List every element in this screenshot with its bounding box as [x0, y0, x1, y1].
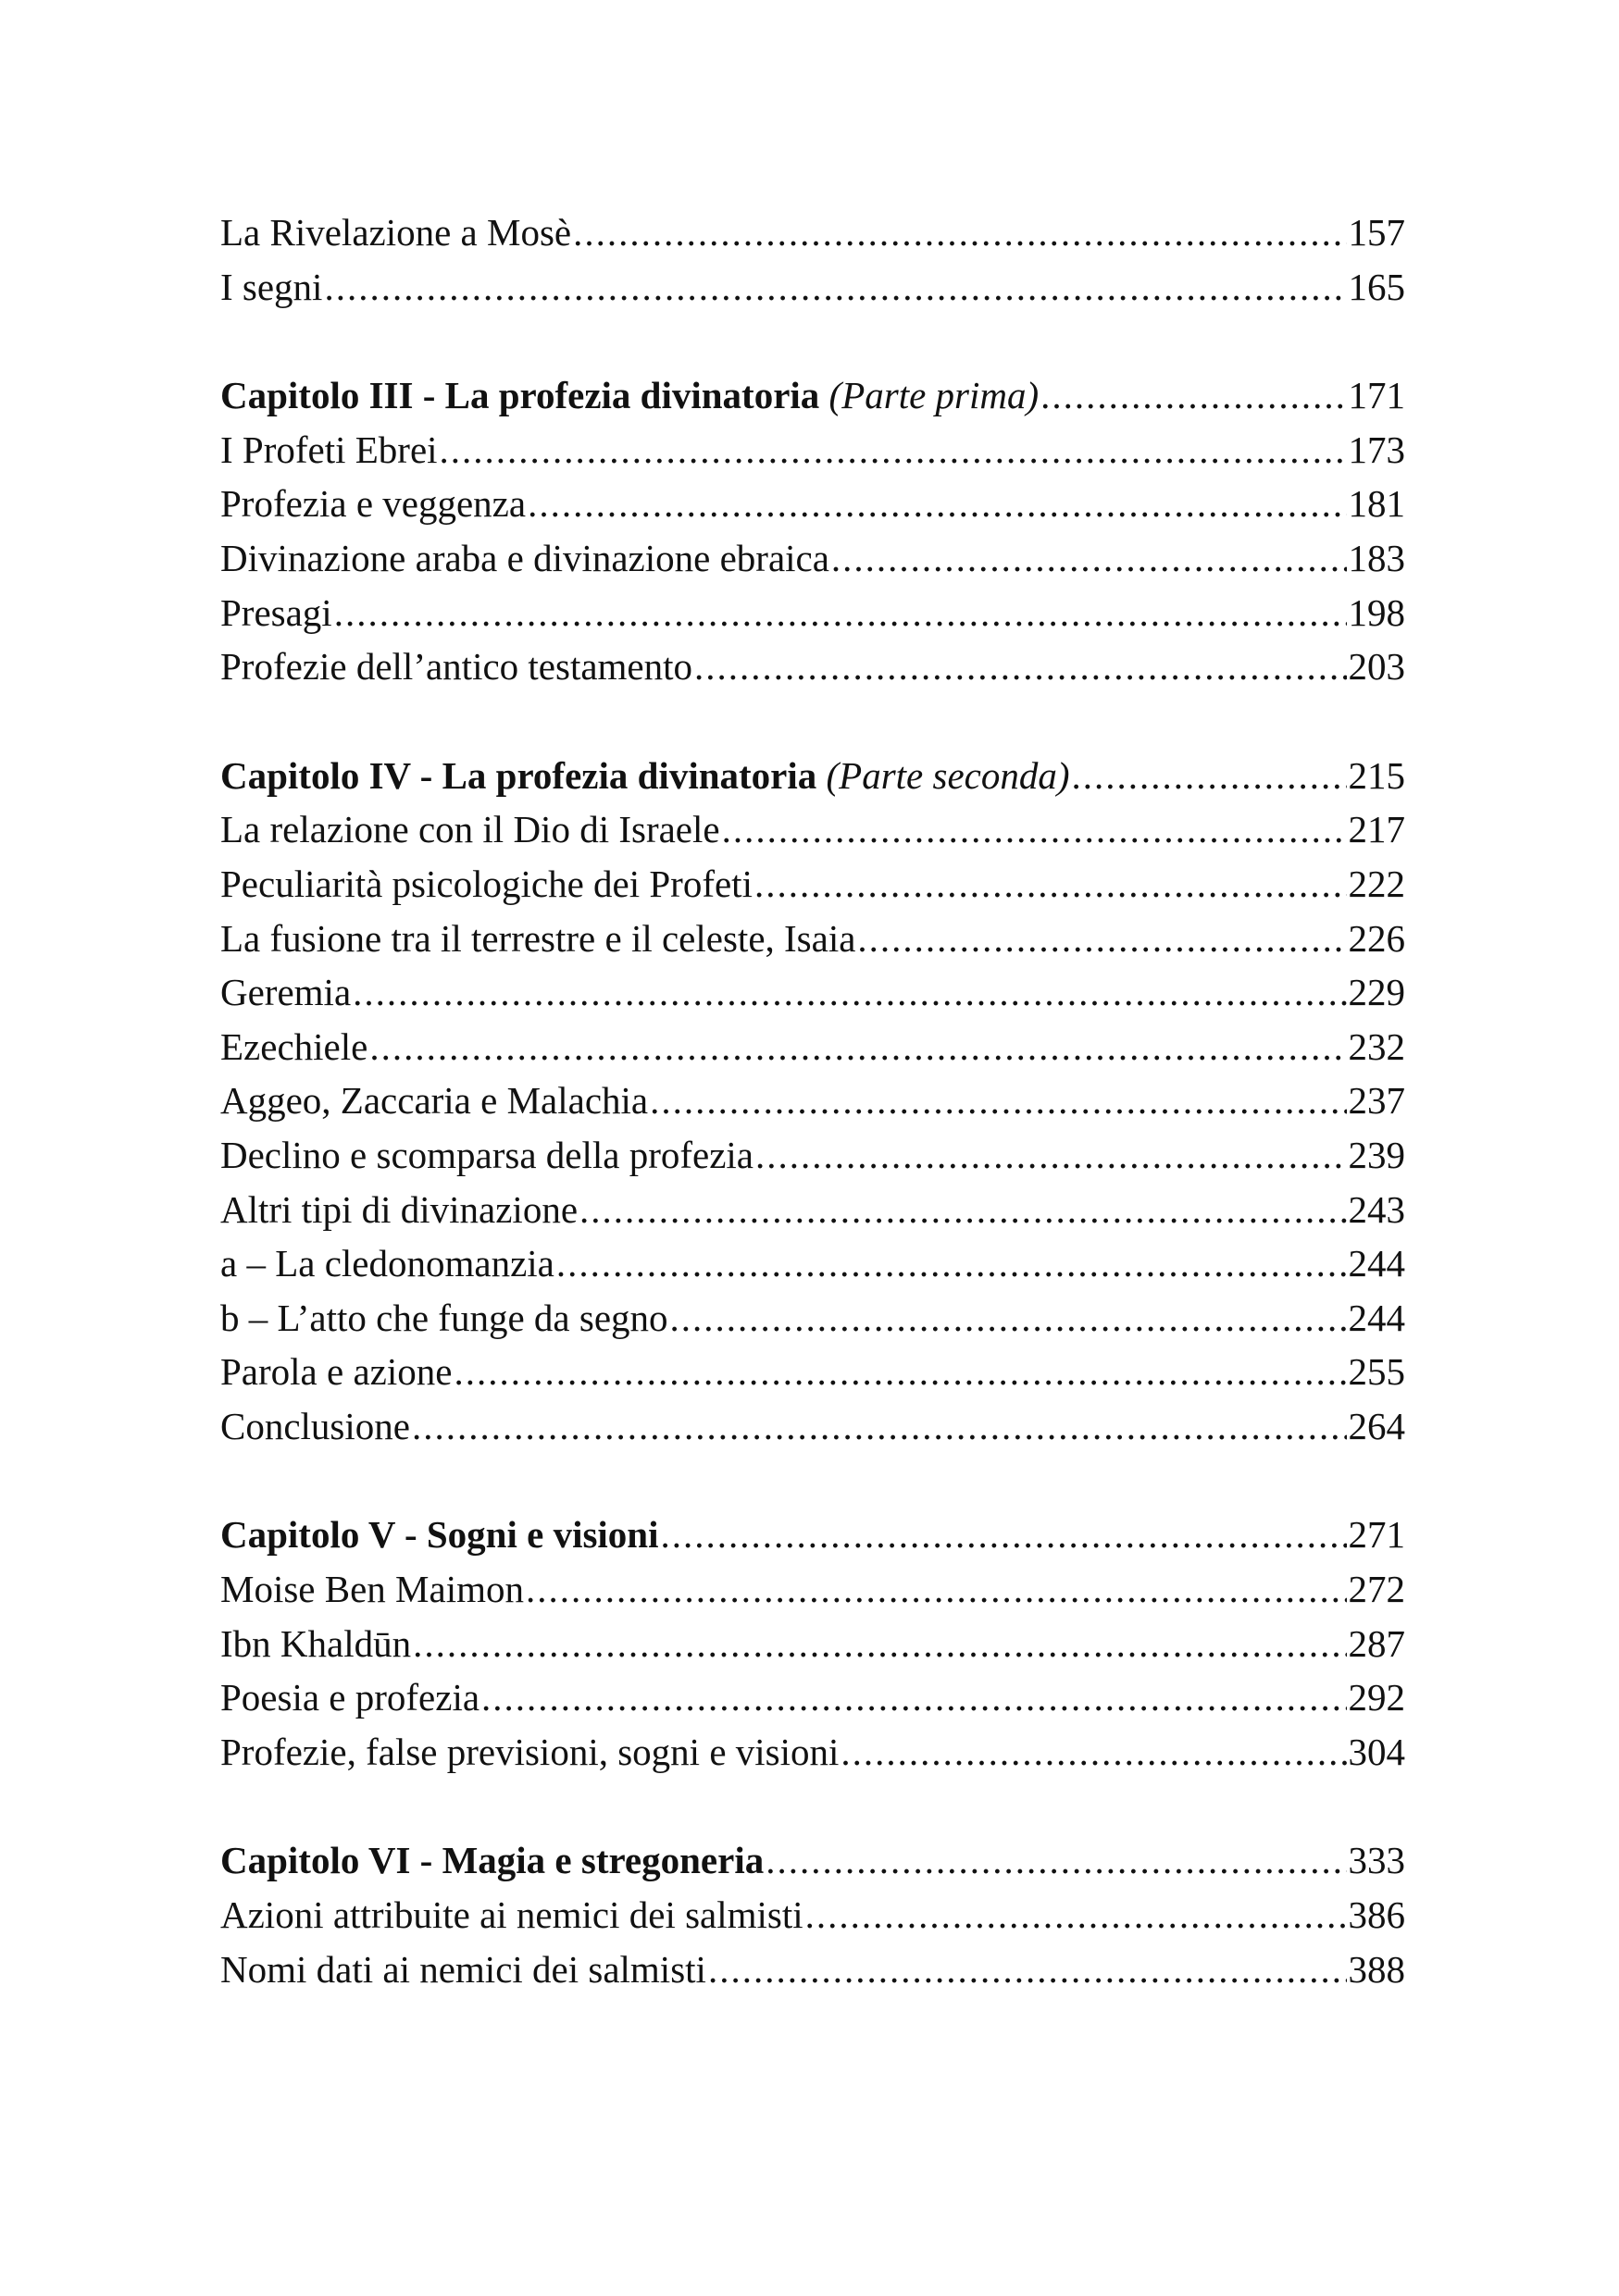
page-number: 215 [1348, 753, 1405, 797]
entry-title: I segni [220, 265, 323, 308]
page-number: 272 [1348, 1568, 1405, 1611]
chapter-subtitle: (Parte seconda) [826, 753, 1070, 797]
page-number: 255 [1348, 1350, 1405, 1394]
toc-entry [220, 531, 1405, 586]
dot-leader [1072, 749, 1347, 803]
dot-leader [694, 639, 1346, 694]
entry-title: b – L’atto che funge da segno [220, 1296, 668, 1339]
dot-leader [650, 1074, 1346, 1128]
toc-entry [220, 802, 1405, 857]
page-number: 181 [1348, 482, 1405, 526]
toc-entry [220, 260, 1405, 315]
chapter-title: Capitolo IV - La profezia divinatoria [220, 753, 817, 797]
dot-leader [412, 1399, 1347, 1454]
chapter-title: Capitolo VI - Magia e stregoneria [220, 1839, 765, 1882]
dot-leader [1040, 368, 1346, 423]
toc-entry [220, 1562, 1405, 1617]
toc-entry [220, 477, 1405, 531]
dot-leader [369, 1020, 1346, 1074]
toc-entry [220, 1670, 1405, 1725]
dot-leader [413, 1617, 1346, 1671]
toc-entry [220, 639, 1405, 694]
dot-leader [481, 1670, 1346, 1725]
toc-group [220, 368, 1405, 694]
page-number: 171 [1348, 374, 1405, 417]
page-number: 243 [1348, 1187, 1405, 1231]
toc-entry [220, 1291, 1405, 1346]
page-number: 232 [1348, 1024, 1405, 1068]
toc-group [220, 205, 1405, 314]
dot-leader [334, 586, 1347, 640]
chapter-heading-entry [220, 749, 1405, 803]
page-number: 304 [1348, 1730, 1405, 1773]
toc-entry [220, 1725, 1405, 1780]
chapter-title: Capitolo III - La profezia divinatoria [220, 374, 820, 417]
entry-title: Parola e azione [220, 1350, 453, 1394]
dot-leader [324, 260, 1346, 315]
toc-entry [220, 1942, 1405, 1997]
entry-title: Moise Ben Maimon [220, 1568, 524, 1611]
page-number: 386 [1348, 1893, 1405, 1937]
chapter-heading [220, 1833, 764, 1888]
table-of-contents [220, 205, 1405, 1996]
toc-entry [220, 1183, 1405, 1237]
page-number: 292 [1348, 1676, 1405, 1719]
dot-leader [573, 205, 1346, 260]
page-number: 229 [1348, 971, 1405, 1014]
entry-title: Poesia e profezia [220, 1676, 480, 1719]
dot-leader [440, 423, 1347, 478]
entry-title: Ezechiele [220, 1024, 368, 1068]
entry-title: Divinazione araba e divinazione ebraica [220, 536, 829, 579]
chapter-heading [220, 749, 1070, 803]
dot-leader [766, 1833, 1346, 1888]
dot-leader [526, 1562, 1347, 1617]
entry-title: Ibn Khaldūn [220, 1621, 412, 1665]
page-number: 165 [1348, 265, 1405, 308]
page-number: 157 [1348, 211, 1405, 254]
page-number: 217 [1348, 808, 1405, 851]
chapter-heading-entry [220, 1833, 1405, 1888]
page-number: 264 [1348, 1404, 1405, 1447]
dot-leader [805, 1888, 1347, 1942]
page-number: 287 [1348, 1621, 1405, 1665]
toc-entry [220, 1236, 1405, 1291]
dot-leader [528, 477, 1346, 531]
page-number: 183 [1348, 536, 1405, 579]
entry-title: Azioni attribuite ai nemici dei salmisti [220, 1893, 803, 1937]
entry-title: Peculiarità psicologiche dei Profeti [220, 862, 753, 905]
page-number: 222 [1348, 862, 1405, 905]
toc-entry [220, 1345, 1405, 1399]
entry-title: Profezie dell’antico testamento [220, 645, 693, 689]
toc-group [220, 1508, 1405, 1779]
dot-leader [454, 1345, 1346, 1399]
toc-entry [220, 1128, 1405, 1183]
entry-title: Aggeo, Zaccaria e Malachia [220, 1079, 649, 1123]
entry-title: Altri tipi di divinazione [220, 1187, 579, 1231]
dot-leader [754, 857, 1347, 912]
dot-leader [353, 965, 1346, 1020]
dot-leader [661, 1508, 1347, 1562]
page-number: 244 [1348, 1242, 1405, 1285]
chapter-heading-entry [220, 368, 1405, 423]
entry-title: Geremia [220, 971, 352, 1014]
dot-leader [841, 1725, 1346, 1780]
entry-title: Conclusione [220, 1404, 410, 1447]
chapter-heading [220, 1508, 659, 1562]
dot-leader [722, 802, 1347, 857]
toc-entry [220, 205, 1405, 260]
chapter-heading [220, 368, 1039, 423]
toc-entry [220, 912, 1405, 966]
toc-entry [220, 1020, 1405, 1074]
dot-leader [556, 1236, 1347, 1291]
entry-title: Profezia e veggenza [220, 482, 527, 526]
toc-entry [220, 965, 1405, 1020]
entry-title: La fusione tra il terrestre e il celeste, Isaia [220, 916, 856, 960]
page-number: 271 [1348, 1513, 1405, 1557]
chapter-heading-entry [220, 1508, 1405, 1562]
page-number: 388 [1348, 1947, 1405, 1991]
page-number: 239 [1348, 1133, 1405, 1176]
page-number: 237 [1348, 1079, 1405, 1123]
toc-entry [220, 1399, 1405, 1454]
toc-entry [220, 423, 1405, 478]
dot-leader [579, 1183, 1346, 1237]
toc-entry [220, 1074, 1405, 1128]
entry-title: Profezie, false previsioni, sogni e visioni [220, 1730, 840, 1773]
dot-leader [857, 912, 1346, 966]
page-number: 173 [1348, 428, 1405, 471]
dot-leader [755, 1128, 1346, 1183]
entry-title: Declino e scomparsa della profezia [220, 1133, 754, 1176]
toc-entry [220, 586, 1405, 640]
toc-entry [220, 1617, 1405, 1671]
page-number: 198 [1348, 590, 1405, 634]
toc-group [220, 1833, 1405, 1996]
toc-group [220, 749, 1405, 1454]
chapter-title: Capitolo V - Sogni e visioni [220, 1513, 659, 1557]
page-number: 333 [1348, 1839, 1405, 1882]
dot-leader [708, 1942, 1347, 1997]
entry-title: La Rivelazione a Mosè [220, 211, 572, 254]
entry-title: La relazione con il Dio di Israele [220, 808, 720, 851]
chapter-subtitle: (Parte prima) [828, 374, 1040, 417]
entry-title: a – La cledonomanzia [220, 1242, 554, 1285]
dot-leader [670, 1291, 1347, 1346]
dot-leader [831, 531, 1347, 586]
page-number: 203 [1348, 645, 1405, 689]
entry-title: I Profeti Ebrei [220, 428, 438, 471]
toc-entry [220, 857, 1405, 912]
page-number: 226 [1348, 916, 1405, 960]
entry-title: Nomi dati ai nemici dei salmisti [220, 1947, 706, 1991]
toc-entry [220, 1888, 1405, 1942]
entry-title: Presagi [220, 590, 332, 634]
page-number: 244 [1348, 1296, 1405, 1339]
